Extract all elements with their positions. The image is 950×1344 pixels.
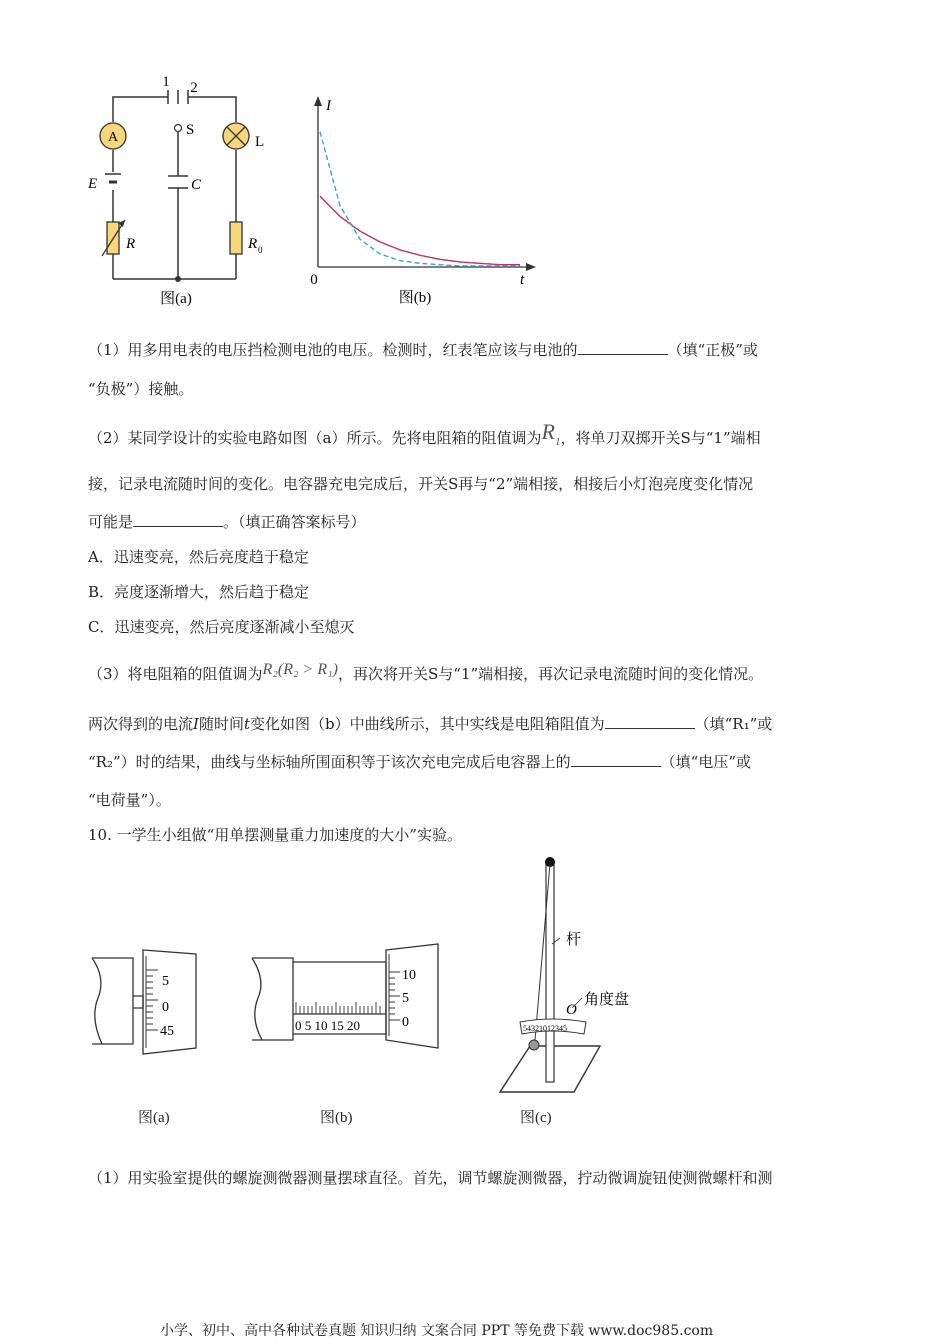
tick-5: 5	[402, 991, 409, 1006]
circuit-diagram	[88, 72, 288, 312]
q3-line-1: （3）将电阻箱的阻值调为R₂(R₂ > R₁)，再次将开关S与“1”端相接，再次记录电流随时间的变化情况。	[88, 661, 764, 683]
r1-symbol: R	[541, 419, 555, 444]
q1-line-2: “负极”）接触。	[88, 380, 194, 398]
ammeter-label: A	[107, 130, 119, 145]
answer-blank[interactable]	[133, 512, 223, 527]
q3-line-2: 两次得到的电流I随时间t变化如图（b）中曲线所示，其中实线是电阻箱阻值为 （填“R₁”或	[88, 715, 773, 733]
terminal-1-label: 1	[162, 74, 170, 90]
option-c: C．迅速变亮，然后亮度逐渐减小至熄灭	[88, 618, 355, 636]
q10-part-1: （1）用实验室提供的螺旋测微器测量摆球直径。首先，调节螺旋测微器，拧动微调旋钮使测微螺杆和测	[88, 1169, 773, 1187]
pendulum-apparatus	[490, 852, 640, 1098]
tick-0: 0	[162, 1000, 169, 1015]
figure-a-caption-bottom: 图(a)	[138, 1110, 170, 1126]
y-axis-label: I	[326, 98, 331, 114]
solid-current-curve	[320, 196, 520, 264]
main-scale-labels: 0 5 10 15 20	[295, 1018, 360, 1033]
terminal-2-label: 2	[190, 80, 198, 96]
q3-line-4: “电荷量”）。	[88, 791, 171, 809]
figure-a-caption: 图(a)	[160, 291, 192, 307]
answer-blank[interactable]	[605, 714, 695, 729]
tick-0: 0	[402, 1015, 409, 1030]
rheostat-label: R	[126, 236, 136, 252]
rod-label: 杆	[566, 932, 582, 948]
answer-blank[interactable]	[571, 752, 661, 767]
resistor-label: R	[248, 236, 258, 252]
tick-45: 45	[160, 1024, 174, 1039]
resistor-subscript: 0	[258, 245, 263, 255]
micrometer-b	[248, 940, 448, 1050]
capacitor-label: C	[191, 177, 202, 193]
current-time-graph	[300, 92, 540, 312]
page-footer: 小学、初中、高中各种试卷真题 知识归纳 文案合同 PPT 等免费下载 www.doc985.com	[160, 1323, 714, 1339]
q2-line-2: 接，记录电流随时间的变化。电容器充电完成后，开关S再与“2”端相接，相接后小灯泡亮度变化情况	[88, 475, 754, 493]
option-a: A．迅速变亮，然后亮度趋于稳定	[88, 548, 309, 566]
figure-c-caption-bottom: 图(c)	[520, 1110, 552, 1126]
dial-scale: 54321012345	[523, 1024, 567, 1033]
q2-line-3: 可能是 。（填正确答案标号）	[88, 513, 366, 531]
q3-line-3: “R₂”）时的结果，曲线与坐标轴所围面积等于该次充电完成后电容器上的 （填“电压”或	[88, 753, 751, 771]
x-axis-label: t	[520, 272, 525, 288]
option-b: B．亮度逐渐增大，然后趋于稳定	[88, 583, 310, 601]
q1-line-1: （1）用多用电表的电压挡检测电池的电压。检测时，红表笔应该与电池的 （填“正极”或	[88, 341, 758, 359]
dial-label: 角度盘	[584, 992, 630, 1008]
origin-label: 0	[310, 272, 318, 288]
dashed-current-curve	[320, 132, 520, 266]
pivot-o-label: O	[566, 1002, 577, 1018]
q10-title: 10. 一学生小组做“用单摆测量重力加速度的大小”实验。	[88, 826, 462, 844]
r2-condition: R₂(R₂ > R₁)	[262, 661, 339, 678]
answer-blank[interactable]	[578, 340, 668, 355]
r1-subscript: 1	[554, 436, 561, 448]
lamp-label: L	[255, 134, 265, 150]
tick-5: 5	[162, 974, 169, 989]
tick-10: 10	[402, 968, 416, 983]
figure-b-caption-bottom: 图(b)	[320, 1110, 353, 1126]
battery-label: E	[88, 176, 98, 192]
q2-line-1: （2）某同学设计的实验电路如图（a）所示。先将电阻箱的阻值调为R1，将单刀双掷开关S与“1”端相	[88, 419, 761, 448]
micrometer-a	[88, 948, 208, 1058]
switch-label: S	[186, 122, 195, 138]
figure-b-caption: 图(b)	[398, 290, 432, 306]
